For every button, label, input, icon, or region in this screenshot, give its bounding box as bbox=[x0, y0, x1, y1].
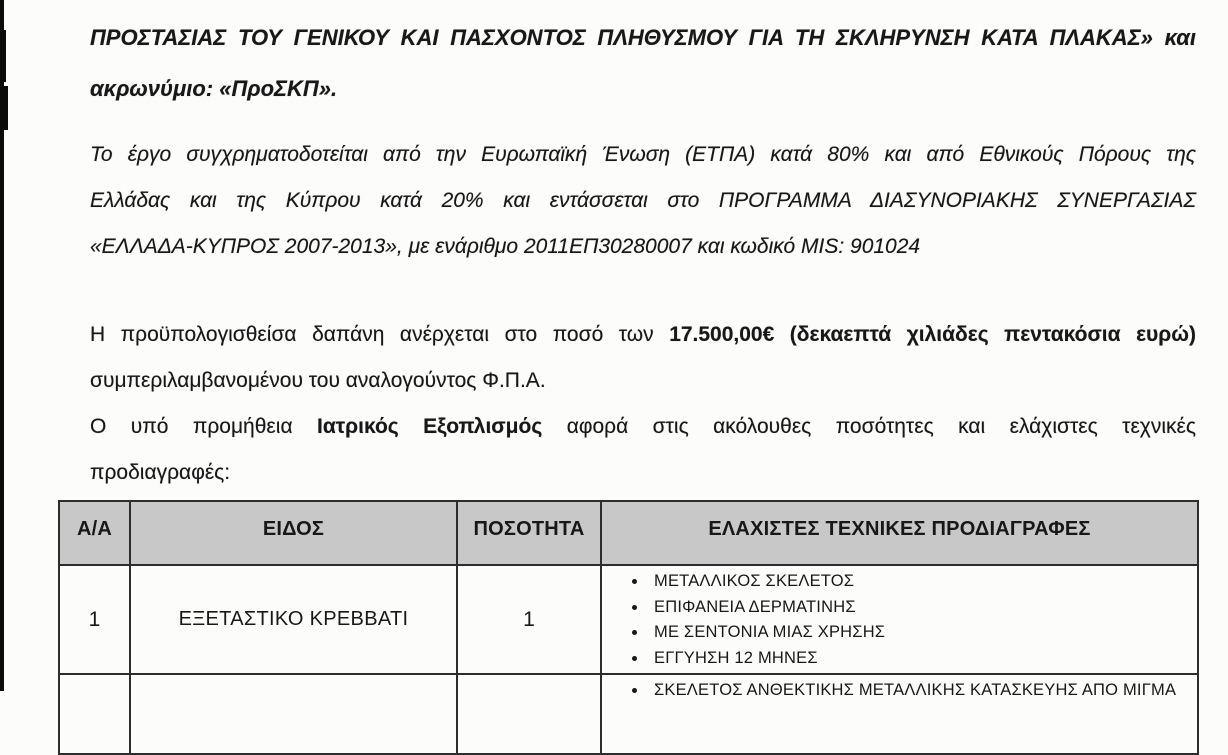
row-number-cell: 1 bbox=[59, 565, 130, 674]
budget-amount: 17.500,00€ (δεκαεπτά χιλιάδες πεντακόσια ευρώ) bbox=[669, 323, 1196, 346]
row-number-cell bbox=[59, 674, 130, 754]
title-line-1: ΠΡΟΣΤΑΣΙΑΣ ΤΟΥ ΓΕΝΙΚΟΥ ΚΑΙ ΠΑΣΧΟΝΤΟΣ ΠΛΗΘΥΣΜΟΥ ΓΙΑ ΤΗ ΣΚΛΗΡΥΝΣΗ ΚΑΤΑ ΠΛΑΚΑΣ» και bbox=[90, 25, 1196, 50]
scan-artifact-notch bbox=[0, 30, 6, 82]
scan-artifact-notch bbox=[0, 86, 8, 130]
budget-text: Η προϋπολογισθείσα δαπάνη ανέρχεται στο ποσό των bbox=[90, 323, 670, 346]
equipment-text-pre: Ο υπό προμήθεια bbox=[90, 415, 318, 438]
table-row bbox=[59, 565, 1198, 674]
column-header-aa: Α/Α bbox=[59, 501, 130, 565]
specs-cell bbox=[601, 674, 1198, 754]
item-name-cell bbox=[130, 674, 457, 754]
funding-line-1: Το έργο συγχρηματοδοτείται από την Ευρωπαϊκή Ένωση (ΕΤΠΑ) κατά 80% και από Εθνικούς Πόρους της bbox=[90, 143, 1196, 166]
spec-item: • ΣΚΕΛΕΤΟΣ ΑΝΘΕΚΤΙΚΗΣ ΜΕΤΑΛΛΙΚΗΣ ΚΑΤΑΣΚΕΥΗΣ ΑΠΟ ΜΙΓΜΑ bbox=[648, 678, 1191, 704]
paragraph-title-continuation bbox=[90, 12, 1196, 114]
title-line-2: ακρωνύμιο: «ΠροΣΚΠ». bbox=[90, 76, 338, 101]
equipment-term: Ιατρικός Εξοπλισμός bbox=[317, 415, 543, 438]
specs-cell bbox=[601, 565, 1198, 674]
item-name-cell: ΕΞΕΤΑΣΤΙΚΟ ΚΡΕΒΒΑΤΙ bbox=[130, 565, 457, 674]
quantity-cell: 1 bbox=[457, 565, 601, 674]
equipment-line-1 bbox=[90, 404, 1196, 450]
paragraph-funding bbox=[90, 132, 1196, 270]
table-row bbox=[59, 674, 1198, 754]
paragraph-budget bbox=[90, 312, 1196, 404]
table-header-row bbox=[59, 501, 1198, 565]
spec-item: • ΜΕΤΑΛΛΙΚΟΣ ΣΚΕΛΕΤΟΣ bbox=[648, 569, 1191, 595]
funding-line-2: Ελλάδας και της Κύπρου κατά 20% και εντάσσεται στο ΠΡΟΓΡΑΜΜΑ ΔΙΑΣΥΝΟΡΙΑΚΗΣ ΣΥΝΕΡΓΑΣΙΑΣ bbox=[90, 189, 1196, 212]
specs-list bbox=[602, 569, 1191, 671]
equipment-text-post: αφορά στις ακόλουθες ποσότητες και ελάχιστες τεχνικές bbox=[542, 415, 1196, 438]
paragraph-equipment-intro bbox=[90, 404, 1196, 496]
budget-line-2: συμπεριλαμβανομένου του αναλογούντος Φ.Π.Α. bbox=[90, 369, 546, 392]
spec-item: • ΕΠΙΦΑΝΕΙΑ ΔΕΡΜΑΤΙΝΗΣ bbox=[648, 595, 1191, 621]
spec-item: • ΜΕ ΣΕΝΤΟΝΙΑ ΜΙΑΣ ΧΡΗΣΗΣ bbox=[648, 620, 1191, 646]
funding-line-3: «ΕΛΛΑΔΑ-ΚΥΠΡΟΣ 2007-2013», με ενάριθμο 2011ΕΠ30280007 και κωδικό MIS: 901024 bbox=[90, 235, 921, 258]
specifications-table bbox=[58, 500, 1199, 755]
document-content bbox=[76, 12, 1196, 755]
budget-line-1 bbox=[90, 312, 1196, 358]
column-header-eidos: ΕΙΔΟΣ bbox=[130, 501, 457, 565]
spec-item: • ΕΓΓΥΗΣΗ 12 ΜΗΝΕΣ bbox=[648, 646, 1191, 672]
column-header-posotita: ΠΟΣΟΤΗΤΑ bbox=[457, 501, 601, 565]
equipment-line-2: προδιαγραφές: bbox=[90, 461, 231, 484]
column-header-specs: ΕΛΑΧΙΣΤΕΣ ΤΕΧΝΙΚΕΣ ΠΡΟΔΙΑΓΡΑΦΕΣ bbox=[601, 501, 1198, 565]
quantity-cell bbox=[457, 674, 601, 754]
